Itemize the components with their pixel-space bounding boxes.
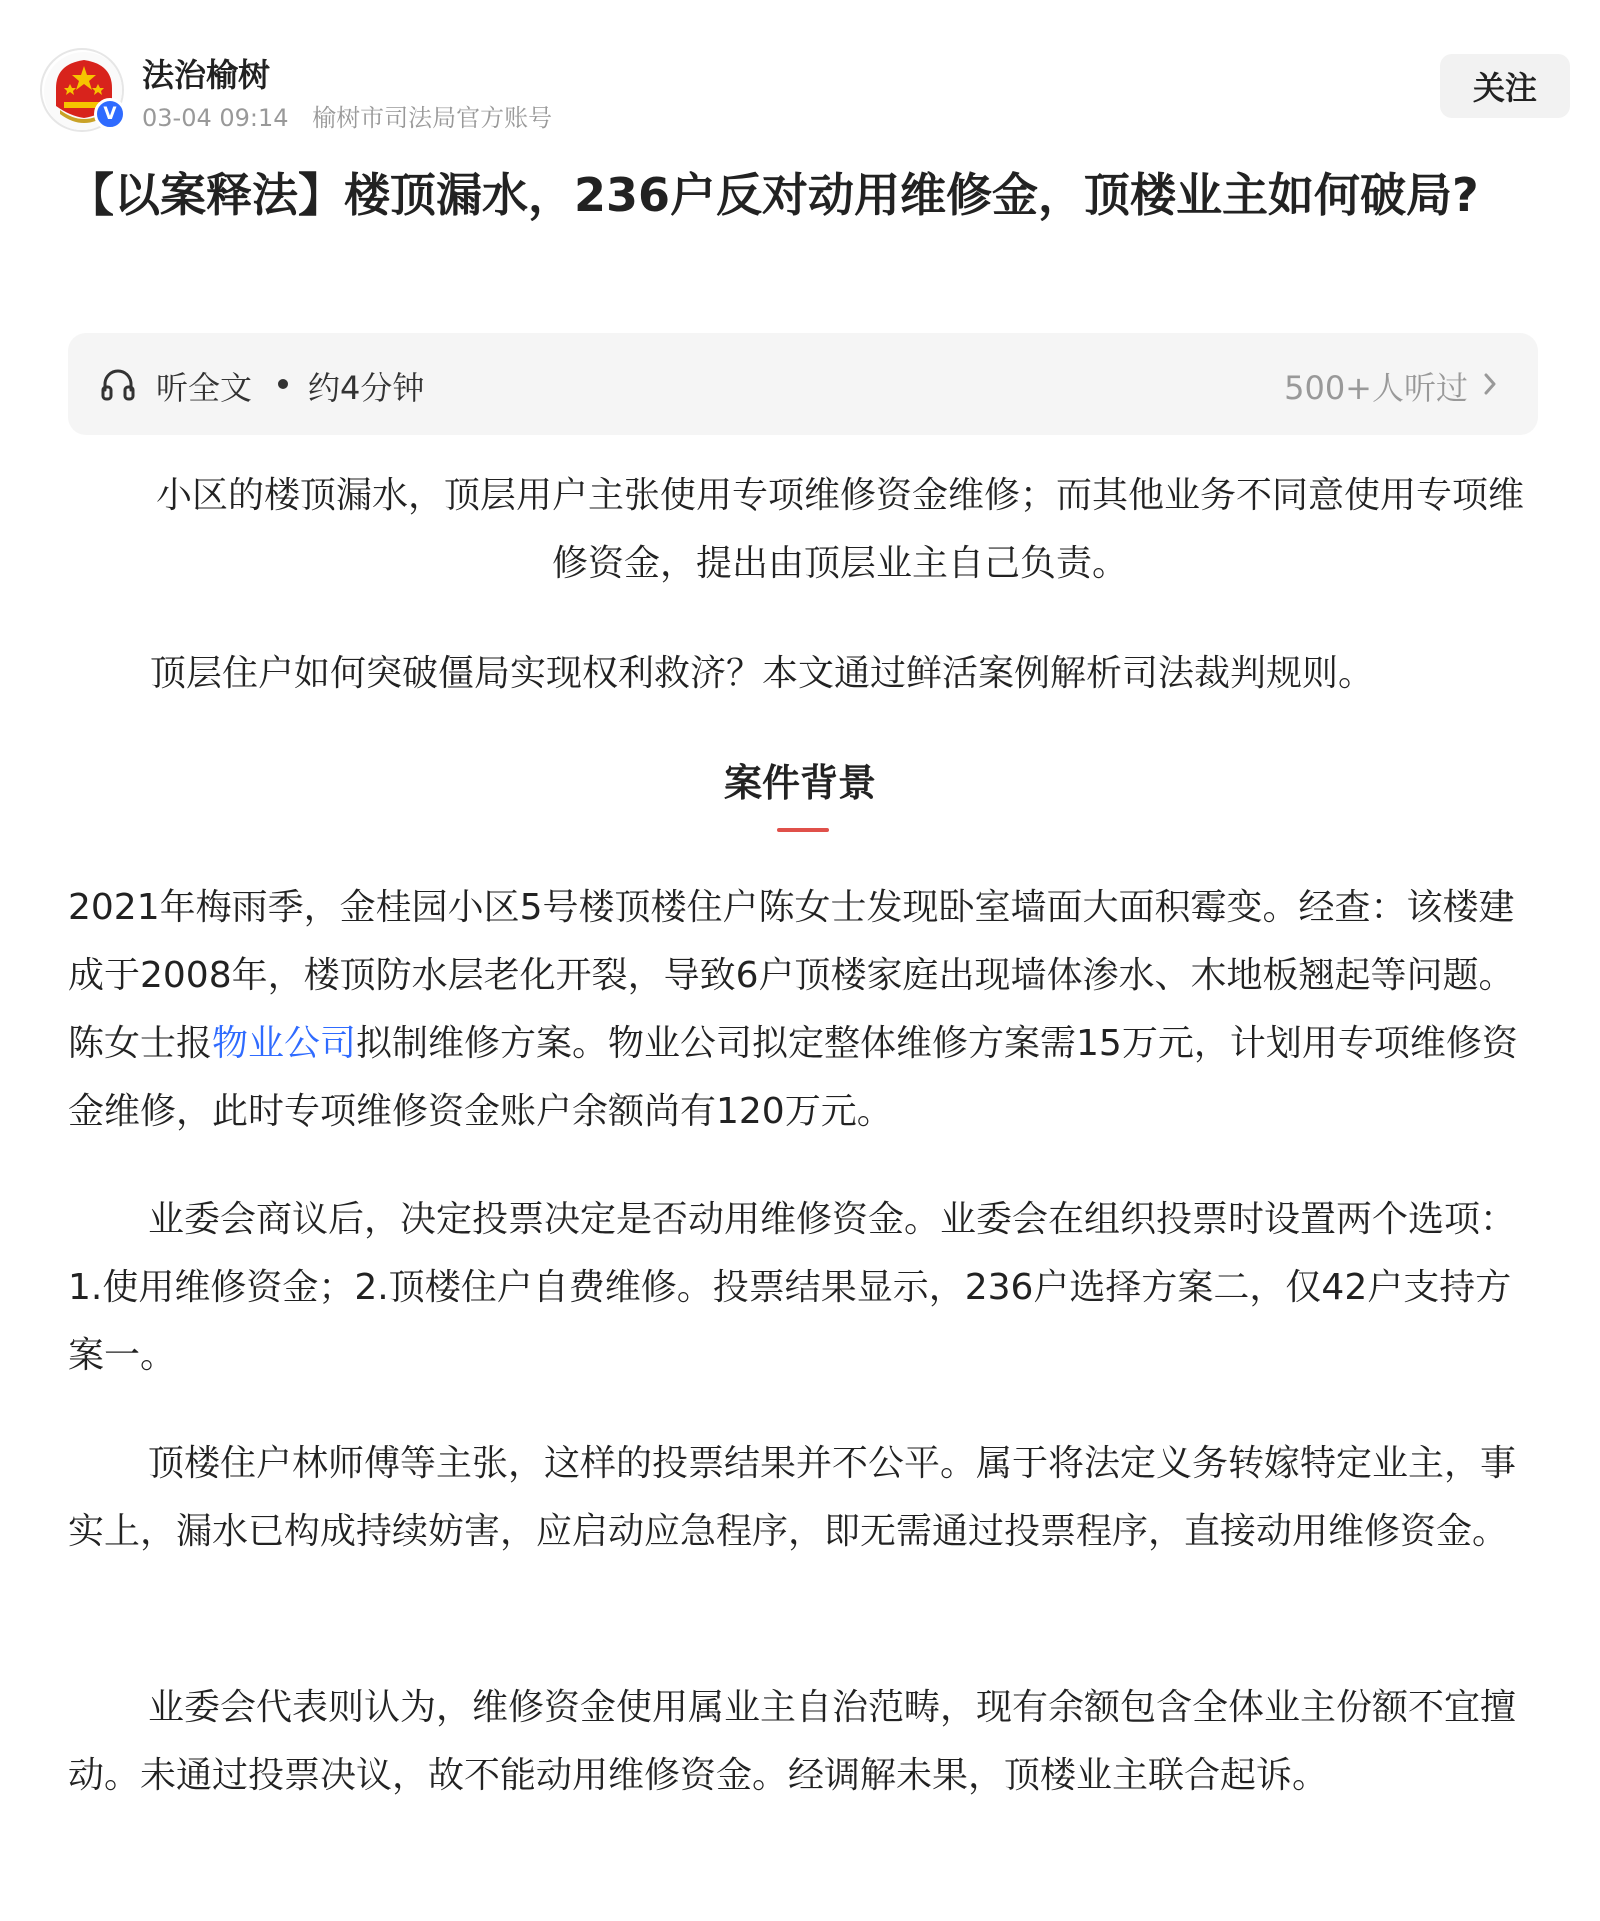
listen-duration: 约4分钟 [308, 369, 425, 407]
follow-button[interactable]: 关注 [1440, 54, 1570, 118]
body-paragraph-4: 业委会代表则认为，维修资金使用属业主自治范畴，现有余额包含全体业主份额不宜擅动。未通过投票决议，故不能动用维修资金。经调解未果，顶楼业主联合起诉。 [68, 1687, 1517, 1796]
property-company-link[interactable]: 物业公司 [212, 1023, 357, 1064]
intro-paragraph-1: 小区的楼顶漏水，顶层用户主张使用专项维修资金维修；而其他业务不同意使用专项维修资金，提出由顶层业主自己负责。 [155, 475, 1524, 584]
paragraph-text: 2021年梅雨季，金桂园小区5号楼顶楼住户陈女士发现卧室墙面大面积霉变。经查：该楼建成于2008年，楼顶防水层老化开裂，导致6户顶楼家庭出现墙体渗水、木地板翘起等问题。陈女士报 [68, 887, 1515, 1064]
author-name[interactable]: 法治榆树 [142, 56, 271, 94]
section-title-underline [777, 828, 829, 832]
verified-badge-icon: V [94, 98, 126, 130]
body-paragraph-2: 业委会商议后，决定投票决定是否动用维修资金。业委会在组织投票时设置两个选项：1.使用维修资金；2.顶楼住户自费维修。投票结果显示，236户选择方案二，仅42户支持方案一。 [68, 1199, 1517, 1376]
listen-label: 听全文 [156, 369, 253, 407]
paragraph-text: 拟制维修方案。物业公司拟定整体维修方案需15万元，计划用专项维修资金维修，此时专项维修资金账户余额尚有120万元。 [68, 1023, 1518, 1132]
chevron-right-icon [1478, 371, 1502, 397]
body-paragraph-3: 顶楼住户林师傅等主张，这样的投票结果并不公平。属于将法定义务转嫁特定业主，事实上，漏水已构成持续妨害，应启动应急程序，即无需通过投票程序，直接动用维修资金。 [68, 1443, 1517, 1552]
section-title: 案件背景 [723, 761, 876, 805]
publish-time: 03-04 09:14 [142, 104, 289, 132]
author-meta [142, 98, 552, 133]
intro-paragraph-2: 顶层住户如何突破僵局实现权利救济？本文通过鲜活案例解析司法裁判规则。 [150, 653, 1375, 694]
account-description: 榆树市司法局官方账号 [312, 104, 553, 132]
body-paragraph-1 [68, 874, 1538, 1146]
listen-full-text-bar[interactable] [68, 333, 1538, 435]
separator-dot [278, 379, 288, 389]
article-header [40, 48, 1570, 138]
listener-count: 500+人听过 [1284, 369, 1468, 407]
article-title: 【以案释法】楼顶漏水，236户反对动用维修金，顶楼业主如何破局? [68, 168, 1479, 222]
headphones-icon [100, 366, 136, 402]
